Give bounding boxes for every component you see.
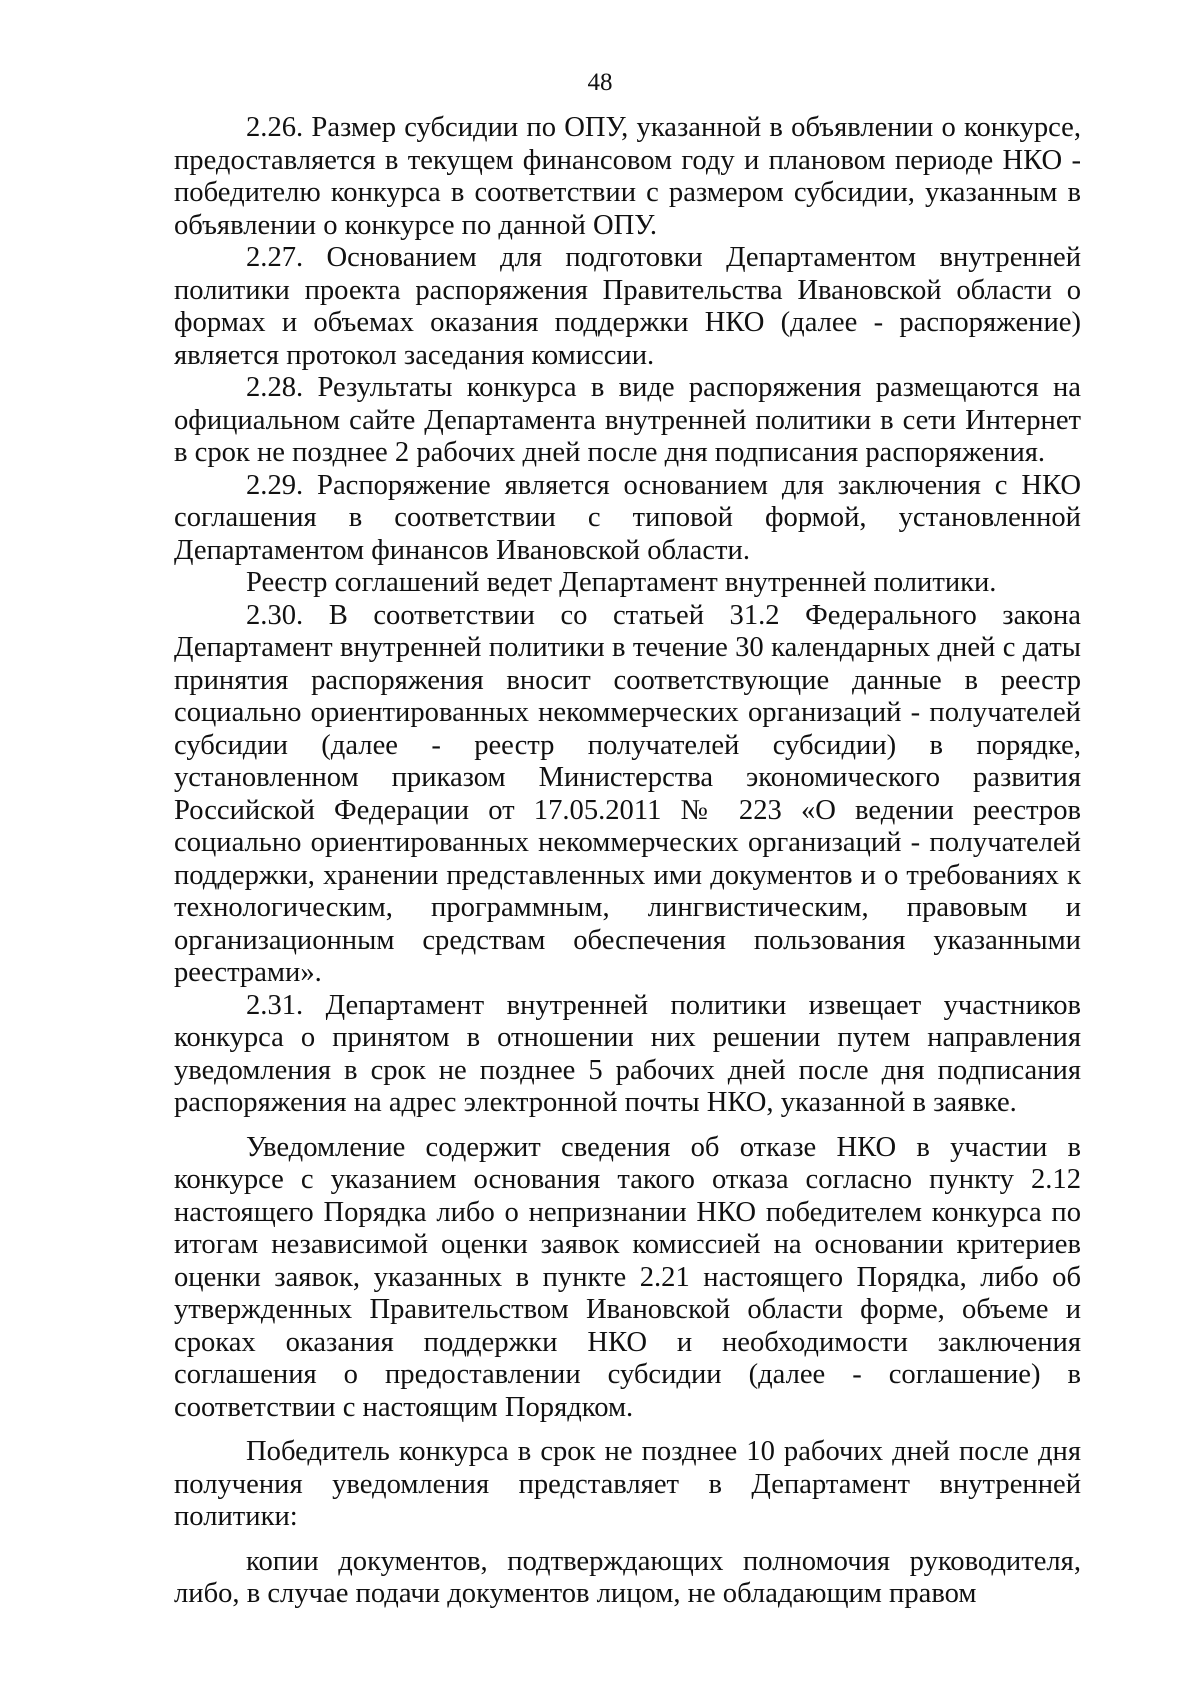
paragraph-registry: Реестр соглашений ведет Департамент внутренней политики. bbox=[246, 567, 997, 598]
document-body bbox=[174, 112, 1081, 1611]
paragraph-2-30: 2.30. В соответствии со статьей 31.2 Федерального закона Департамент внутренней политики в течение 30 календарных дней с даты принятия распоряжения вносит соответствующие данные в реестр социально ориентированных некоммерческих организаций - получателей субсидии (далее - реестр получателей субсидии) в порядке, установленном приказом Министерства экономического развития Российской Федерации от 17.05.2011 № 223 «О ведении реестров социально ориентированных некоммерческих организаций - получателей поддержки, хранении представленных ими документов и о требованиях к технологическим, программным, лингвистическим, правовым и организационным средствам обеспечения пользования указанными реестрами». bbox=[174, 599, 1081, 988]
paragraph-2-28: 2.28. Результаты конкурса в виде распоряжения размещаются на официальном сайте Департамента внутренней политики в сети Интернет в срок не позднее 2 рабочих дней после дня подписания распоряжения. bbox=[174, 372, 1081, 468]
paragraph-winner: Победитель конкурса в срок не позднее 10 рабочих дней после дня получения уведомления представляет в Департамент внутренней политики: bbox=[174, 1436, 1081, 1532]
page-number: 48 bbox=[587, 69, 613, 96]
paragraph-2-27: 2.27. Основанием для подготовки Департаментом внутренней политики проекта распоряжения Правительства Ивановской области о формах и объемах оказания поддержки НКО (далее - распоряжение) является протокол заседания комиссии. bbox=[174, 242, 1081, 371]
paragraph-2-26: 2.26. Размер субсидии по ОПУ, указанной в объявлении о конкурсе, предоставляется в текущем финансовом году и плановом периоде НКО - победителю конкурса в соответствии с размером субсидии, указанным в объявлении о конкурсе по данной ОПУ. bbox=[174, 112, 1081, 241]
paragraph-2-29: 2.29. Распоряжение является основанием для заключения с НКО соглашения в соответствии с типовой формой, установленной Департаментом финансов Ивановской области. bbox=[174, 469, 1081, 566]
paragraph-2-31: 2.31. Департамент внутренней политики извещает участников конкурса о принятом в отношении них решении путем направления уведомления в срок не позднее 5 рабочих дней после дня подписания распоряжения на адрес электронной почты НКО, указанной в заявке. bbox=[174, 989, 1081, 1118]
paragraph-documents: копии документов, подтверждающих полномочия руководителя, либо, в случае подачи документов лицом, не обладающим правом bbox=[174, 1545, 1081, 1609]
paragraph-notification: Уведомление содержит сведения об отказе НКО в участии в конкурсе с указанием основания такого отказа согласно пункту 2.12 настоящего Порядка либо о непризнании НКО победителем конкурса по итогам независимой оценки заявок комиссией на основании критериев оценки заявок, указанных в пункте 2.21 настоящего Порядка, либо об утвержденных Правительством Ивановской области форме, объеме и сроках оказания поддержки НКО и необходимости заключения соглашения о предоставлении субсидии (далее - соглашение) в соответствии с настоящим Порядком. bbox=[174, 1131, 1081, 1423]
